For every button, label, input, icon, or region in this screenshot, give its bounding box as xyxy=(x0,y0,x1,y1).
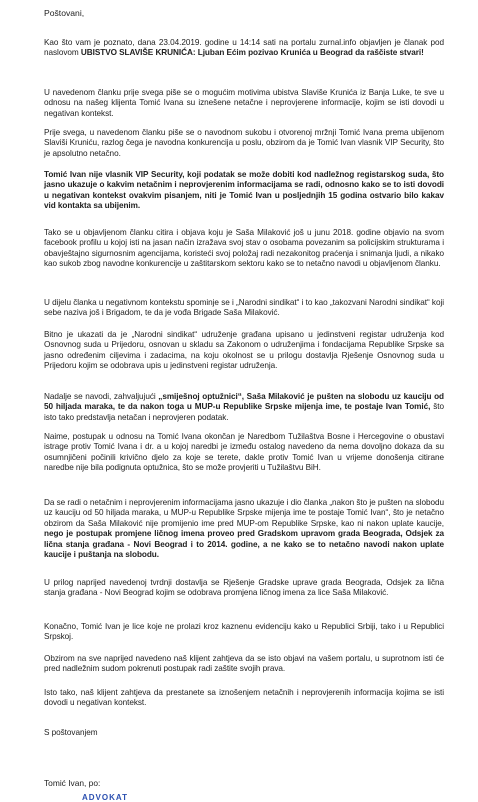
p10-bold: nego je postupak promjene ličnog imena proveo pred Gradskom upravom grada Beograda, Odsjek za lična stanja građana - Novi Beograd i to 2014. godine, a ne kako se to netačno navodi nakon uplate kaucije i puštanja na slobodu. xyxy=(44,529,444,560)
paragraph-2: U navedenom članku prije svega piše se o mogućim motivima ubistva Slaviše Krunića iz Banja Luke, te sve u odnosu na našeg klijenta Tomić Ivana su iznešene netačne i neprovjerene informacije, kojim se isti dovodi u negativan kontekst. xyxy=(44,88,444,118)
paragraph-13: Obzirom na sve naprijed navedeno naš klijent zahtjeva da se isto objavi na vašem portalu, u suprotnom isti će pred nadležnim sudom pokrenuti postupak radi zaštite svojih prava. xyxy=(44,654,444,674)
paragraph-3: Prije svega, u navedenom članku piše se o navodnom sukobu i otvorenoj mržnji Tomić Ivana prema ubijenom Slaviši Kruniću, razlog čega je navodna konkurencija u poslu, obzirom da je Tomić Ivan vlasnik VIP Security, što je apsolutno netačno. xyxy=(44,128,444,158)
closing: S poštovanjem xyxy=(44,728,98,737)
paragraph-11: U prilog naprijed navedenoj tvrdnji dostavlja se Rješenje Gradske uprave grada Beograda, Odsjek za lična stanja građana - Novi Beograd kojim se odobrava promjena ličnog imena za lice Saša Milaković. xyxy=(44,578,444,598)
paragraph-8 xyxy=(44,392,444,423)
paragraph-4: Tomić Ivan nije vlasnik VIP Security, koji podatak se može dobiti kod nadležnog registarskog suda, što jasno ukazuje o kakvim netačnim i neprovjerenim informacijama se radi, odnosno kako se to isti dovodi u negativan kontekst ovakvim pisanjem, niti je Tomić Ivan u posljednjih 15 godina ostvario bilo kakav vid kontakta sa ubijenim. xyxy=(44,170,444,211)
paragraph-14: Isto tako, naš klijent zahtjeva da prestanete sa iznošenjem netačnih i neprovjerenih informacija kojima se isti dovodi u negativan kontekst. xyxy=(44,688,444,708)
paragraph-5: Tako se u objavljenom članku citira i objava koju je Saša Milaković još u junu 2018. godine objavio na svom facebook profilu u kojoj isti na jasan način izražava svoj stav o osobama povezanim sa policijskim strukturama i obavještajno sigurnosnim agencijama, koristeći svoj položaj radi nezakonitog praćenja i snimanja ljudi, a nikako kao sukob zbog navodne konkurencije u zaštitarskom sektoru kako se to netačno navodi u objavljenom članku. xyxy=(44,228,444,269)
p8-lead: Nadalje se navodi, zahvaljujući xyxy=(44,392,159,401)
lawyer-stamp: ADVOKAT xyxy=(82,793,128,802)
greeting: Poštovani, xyxy=(44,8,85,18)
paragraph-9: Naime, postupak u odnosu na Tomić Ivana okončan je Naredbom Tužilaštva Bosne i Hercegovine o obustavi istrage protiv Tomić Ivana i dr. a u kojoj naredbi je između ostalog navedeno da nema dovoljno dokaza da su osumnjičeni počinili krivično djelo za koje se terete, dakle protiv Tomić Ivan u vrijeme donošenja citirane naredbe nije bila podignuta optužnica, što se može provjeriti u Tužilaštvu BiH. xyxy=(44,432,444,473)
p8-tail: što isto tako predstavlja netačan i neprovjeren podatak. xyxy=(44,402,444,422)
p8-quote: „smiješnoj optužnici“, Saša Milaković je pušten na slobodu uz kauciju od 50 hiljada maraka, te da nakon toga u MUP-u Republike Srpske mijenja ime, te postaje Ivan Tomić, xyxy=(44,392,445,412)
signature-line: Tomić Ivan, po: xyxy=(44,778,101,788)
paragraph-intro xyxy=(44,38,444,59)
p10-lead: Da se radi o netačnim i neprovjerenim informacijama jasno ukazuje i dio članka „nakon što je pušten na slobodu uz kauciju od 50 hiljada maraka, u MUP-u Republike Srpske mijenja ime te postaje Tomić Ivan“, što je netačno obzirom da Saša Milaković nije promijenio ime pred MUP-om Republike Srpske, kao ni nakon uplate kaucije, xyxy=(44,498,444,528)
intro-text: Kao što vam je poznato, dana 23.04.2019. godine u 14:14 sati na portalu zurnal.info objavljen je članak pod naslovom xyxy=(44,38,444,58)
article-title: UBISTVO SLAVIŠE KRUNIĆA: Ljuban Ećim pozivao Krunića u Beograd da raščiste stvari! xyxy=(80,48,424,58)
paragraph-10 xyxy=(44,498,444,560)
paragraph-6: U dijelu članka u negativnom kontekstu spominje se i „Narodni sindikat“ i to kao „takozvani Narodni sindikat“ koji sebe naziva još i Brigadom, te da je vođa Brigade Saša Milaković. xyxy=(44,298,444,318)
paragraph-12: Konačno, Tomić Ivan je lice koje ne prolazi kroz kaznenu evidenciju kako u Republici Srbiji, tako i u Republici Srpskoj. xyxy=(44,622,444,642)
paragraph-7: Bitno je ukazati da je „Narodni sindikat“ udruženje građana upisano u jedinstveni registar udruženja kod Osnovnog suda u Prijedoru, osnovan u skladu sa Zakonom o udruženjima i fondacijama Republike Srpske sa jasno određenim ciljevima i zadacima, na koju okolnost se u prilogu dostavlja Rješenje Osnovnog suda u Prijedoru kojim se odobrava upis u jedinstveni registar udruženja. xyxy=(44,330,444,371)
